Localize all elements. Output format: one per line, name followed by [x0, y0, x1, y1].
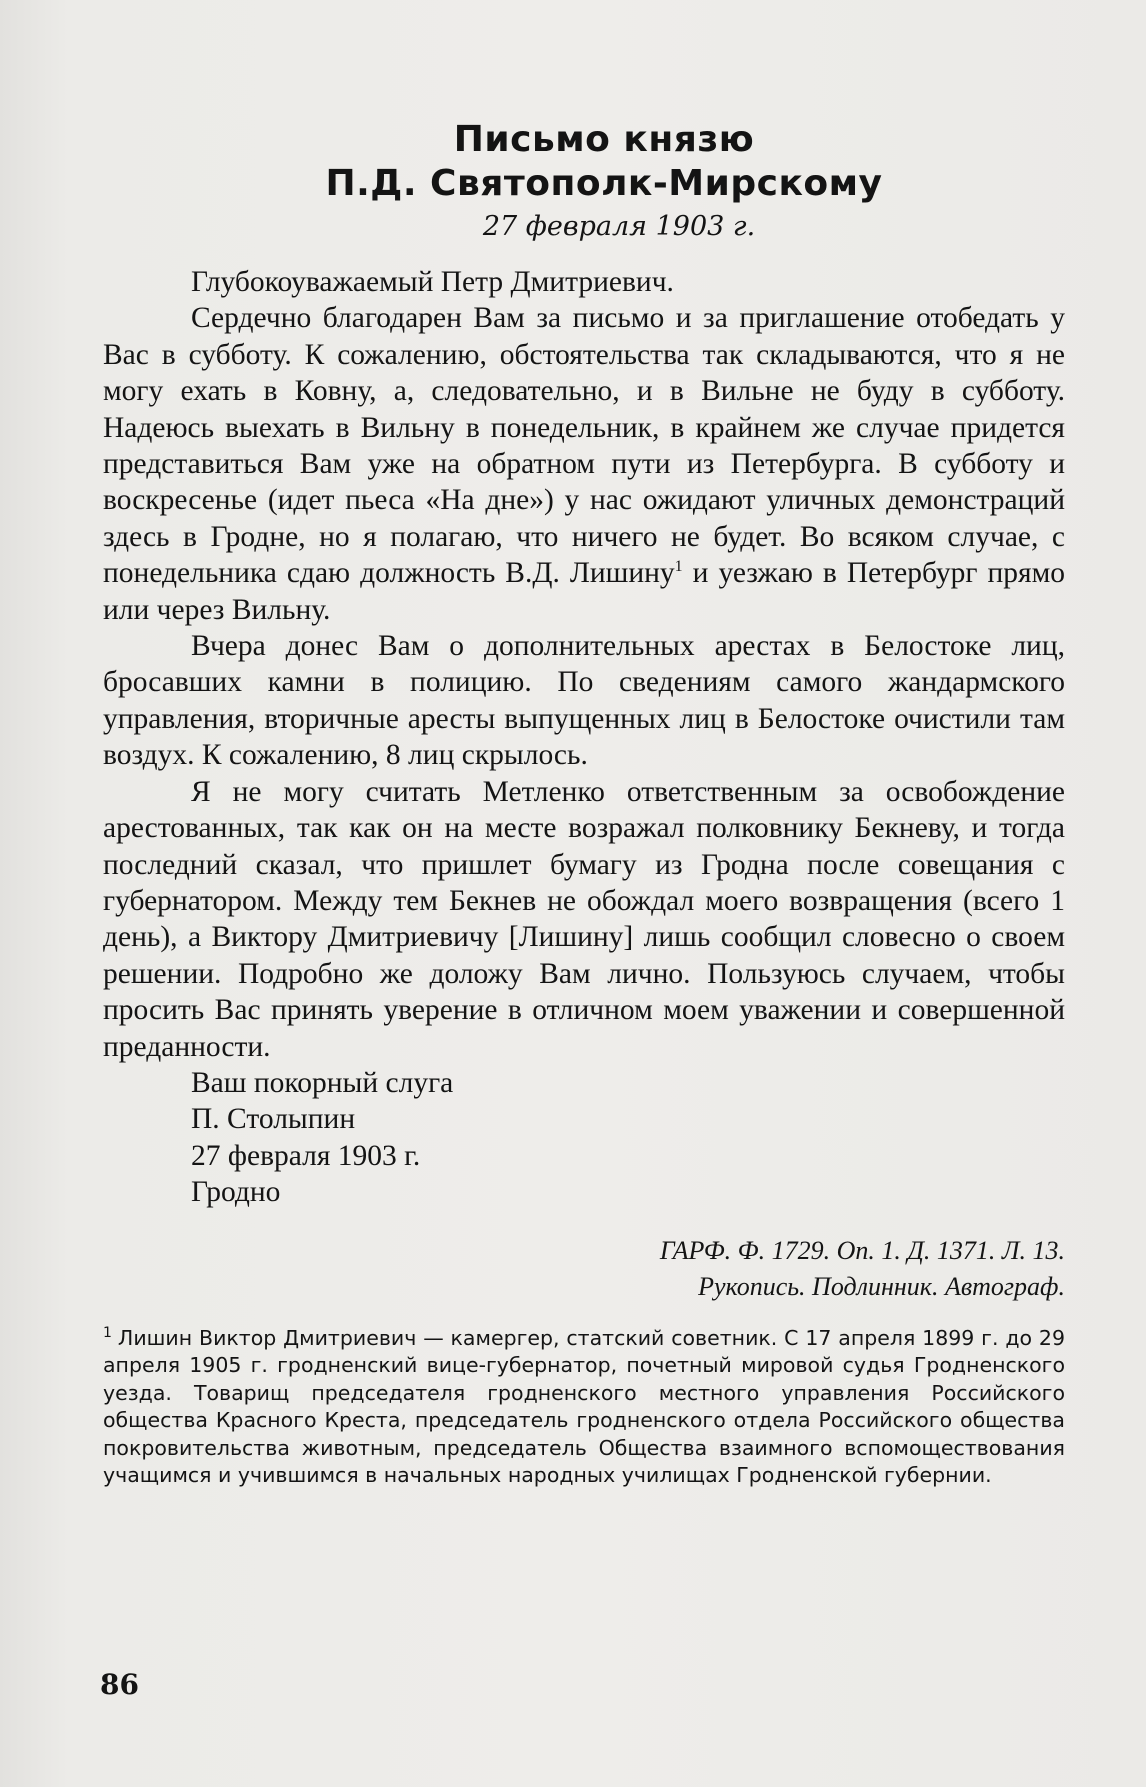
- archive-reference: [103, 1233, 1065, 1305]
- footnote-mark: 1: [103, 1324, 112, 1341]
- title-line-1: Письмо князю: [453, 119, 755, 160]
- closing: Ваш покорный слуга: [191, 1066, 454, 1099]
- page-content: [103, 118, 1065, 1490]
- page-number: 86: [100, 1668, 139, 1701]
- signer: П. Столыпин: [191, 1103, 356, 1136]
- letter-title: [103, 118, 1065, 206]
- archive-line-2: Рукопись. Подлинник. Автограф.: [698, 1271, 1065, 1301]
- footnote-text: Лишин Виктор Дмитриевич — камергер, статский советник. С 17 апреля 1899 г. до 29 апреля 1905 г. гродненский вице-губернатор, почетный мировой судья Гродненского уезда. Товарищ председателя гродненского местного управления Российского общества Красного Креста, председатель гродненского отдела Российского общества покровительства животным, председатель Общества взаимного вспомоществования учащимся и учившимся в начальных народных училищах Гродненской губернии.: [103, 1325, 1065, 1488]
- footnote-reference: 1: [674, 558, 683, 576]
- paragraph-2: Вчера донес Вам о дополнительных арестах в Белостоке лиц, бросавших камни в полицию. По сведениям самого жандармского управления, вторичные аресты выпущенных лиц в Белостоке очистили там воздух. К сожалению, 8 лиц скрылось.: [103, 630, 1065, 772]
- paragraph-1-text: Сердечно благодарен Вам за письмо и за приглашение отобедать у Вас в субботу. К сожалению, обстоятельства так складываются, что я не могу ехать в Ковну, а, следовательно, и в Вильне не буду в субботу. Надеюсь выехать в Вильну в понедельник, в крайнем же случае придется представиться Вам уже на обратном пути из Петербурга. В субботу и воскресенье (идет пьеса «На дне») у нас ожидают уличных демонстраций здесь в Гродне, но я полагаю, что ничего не будет. Во всяком случае, с понедельника сдаю должность В.Д. Лишину: [103, 302, 1065, 590]
- signature-place: Гродно: [191, 1176, 281, 1209]
- greeting: Глубокоуважаемый Петр Дмитриевич.: [191, 266, 674, 298]
- paragraph-3: Я не могу считать Метленко ответственным за освобождение арестованных, так как он на месте возражал полковнику Бекневу, и тогда последний сказал, что пришлет бумагу из Гродна после совещания с губернатором. Между тем Бекнев не обождал моего возвращения (всего 1 день), а Виктору Дмитриевичу [Лишину] лишь сообщил словесно о своем решении. Подробно же доложу Вам лично. Пользуюсь случаем, чтобы просить Вас принять уверение в отличном моем уважении и совершенной преданности.: [103, 775, 1065, 1063]
- paragraph-1: [103, 300, 1065, 628]
- letter-date: 27 февраля 1903 г.: [482, 211, 756, 242]
- signature-date: 27 февраля 1903 г.: [191, 1139, 421, 1172]
- signature-block: [103, 1065, 1065, 1211]
- letter-body: [103, 264, 1065, 1065]
- archive-line-1: ГАРФ. Ф. 1729. Оп. 1. Д. 1371. Л. 13.: [659, 1235, 1065, 1265]
- footnote: [103, 1325, 1065, 1490]
- title-line-2: П.Д. Святополк-Мирскому: [325, 163, 883, 204]
- paragraph-1-text-end: и уезжаю в Петербург прямо или через Вильну.: [103, 557, 1065, 626]
